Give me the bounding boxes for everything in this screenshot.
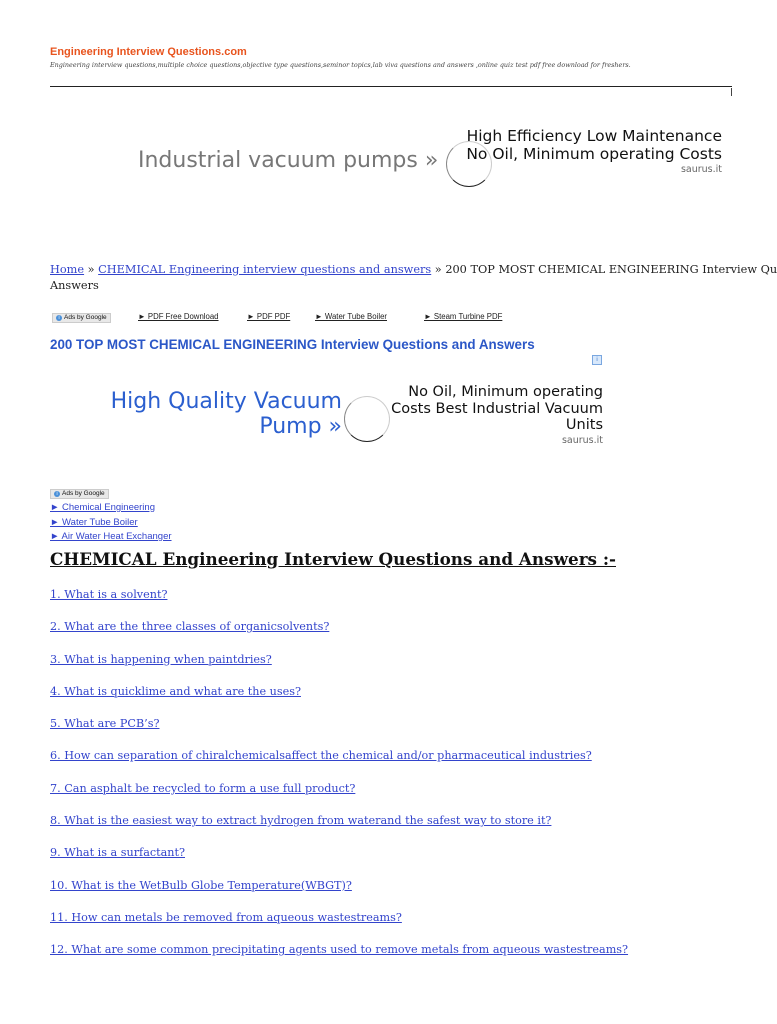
list-item [50, 813, 628, 845]
ad-top-body[interactable] [462, 127, 722, 176]
section-heading: CHEMICAL Engineering Interview Questions and Answers :- [50, 549, 616, 569]
site-description: Engineering interview questions,multiple choice questions,objective type questions,seminor topics,lab viva questions and answers ,online quiz test pdf free download for freshers. [50, 61, 631, 69]
breadcrumb-category-link[interactable]: CHEMICAL Engineering interview questions and answers [98, 263, 432, 276]
question-link[interactable]: 7. Can asphalt be recycled to form a use full product? [50, 781, 356, 795]
ad-top-source: saurus.it [680, 164, 722, 175]
question-link[interactable]: 2. What are the three classes of organicsolvents? [50, 620, 330, 634]
list-item [50, 910, 628, 942]
breadcrumb-current: 200 TOP MOST CHEMICAL ENGINEERING Interview Qu [445, 263, 777, 276]
breadcrumb-current-wrap: Answers [50, 279, 99, 292]
question-link[interactable]: 1. What is a solvent? [50, 588, 168, 601]
ad-mid-body-text[interactable]: No Oil, Minimum operating Costs Best Industrial Vacuum Units [391, 384, 603, 433]
info-icon: i [56, 315, 62, 321]
ad-mid-body[interactable] [384, 384, 603, 447]
list-item [50, 878, 628, 910]
ad-link[interactable]: ► PDF Free Download [138, 312, 219, 321]
question-link[interactable]: 4. What is quicklime and what are the uses? [50, 684, 301, 698]
ad-mid-headline[interactable]: High Quality Vacuum Pump » [110, 389, 342, 439]
list-item [50, 587, 628, 619]
question-link[interactable]: 10. What is the WetBulb Globe Temperature(WBGT)? [50, 878, 352, 892]
list-item [50, 942, 628, 974]
site-title-link[interactable]: Engineering Interview Questions.com [50, 46, 247, 58]
ad-side-link[interactable]: ► Air Water Heat Exchanger [50, 531, 172, 542]
ads-by-google-badge[interactable] [52, 313, 111, 323]
question-link[interactable]: 5. What are PCB’s? [50, 717, 160, 731]
divider-tick [731, 88, 732, 96]
breadcrumb-separator: » [431, 263, 446, 276]
question-link[interactable]: 9. What is a surfactant? [50, 846, 185, 860]
list-item [50, 781, 628, 813]
breadcrumb [50, 262, 777, 294]
ad-side-links [50, 501, 172, 545]
ad-side-link[interactable]: ► Chemical Engineering [50, 502, 155, 513]
question-link[interactable]: 12. What are some common precipitating agents used to remove metals from aqueous wastestreams? [50, 943, 629, 957]
list-item [50, 716, 628, 748]
ad-link[interactable]: ► Steam Turbine PDF [424, 312, 503, 321]
list-item [50, 684, 628, 716]
ad-link[interactable]: ► PDF PDF [247, 312, 291, 321]
list-item [50, 845, 628, 877]
ads-by-google-badge[interactable] [50, 489, 109, 499]
ad-mid-source: saurus.it [561, 434, 603, 446]
ad-side-link[interactable]: ► Water Tube Boiler [50, 516, 138, 528]
question-link[interactable]: 11. How can metals be removed from aqueous wastestreams? [50, 910, 402, 924]
list-item [50, 619, 628, 651]
breadcrumb-separator: » [84, 263, 99, 276]
question-list [50, 587, 628, 975]
question-link[interactable]: 3. What is happening when paintdries? [50, 652, 272, 666]
ads-badge-label: Ads by Google [62, 490, 105, 497]
post-title: 200 TOP MOST CHEMICAL ENGINEERING Interview Questions and Answers [50, 337, 535, 352]
question-link[interactable]: 8. What is the easiest way to extract hydrogen from waterand the safest way to store it? [50, 814, 552, 828]
ad-link[interactable]: ► Water Tube Boiler [315, 312, 387, 321]
breadcrumb-home-link[interactable]: Home [50, 263, 85, 276]
info-icon: i [54, 491, 60, 497]
ad-top-body-text[interactable]: High Efficiency Low Maintenance No Oil, Minimum operating Costs [466, 127, 722, 163]
list-item [50, 748, 628, 780]
ads-badge-label: Ads by Google [64, 314, 107, 321]
ad-top-headline[interactable]: Industrial vacuum pumps » [138, 148, 439, 173]
list-item [50, 652, 628, 684]
question-link[interactable]: 6. How can separation of chiralchemicalsaffect the chemical and/or pharmaceutical industries? [50, 749, 592, 763]
ad-choices-icon[interactable]: i [592, 355, 602, 365]
header-divider [50, 86, 732, 87]
